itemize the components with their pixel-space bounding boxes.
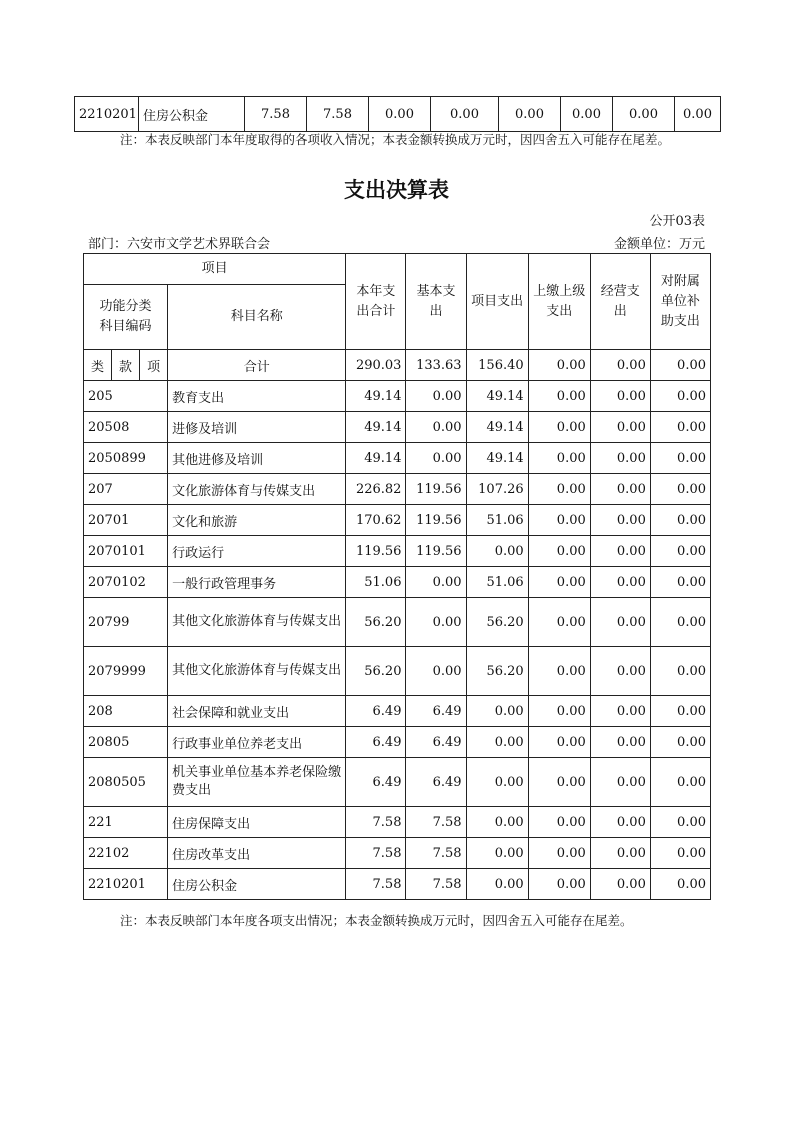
row-value: 49.14 xyxy=(466,381,528,412)
row-value: 0.00 xyxy=(528,412,590,443)
row-name: 其他文化旅游体育与传媒支出 xyxy=(168,598,346,647)
row-name: 住房公积金 xyxy=(139,97,245,132)
row-value: 0.00 xyxy=(406,567,466,598)
row-name: 行政运行 xyxy=(168,536,346,567)
row-code: 20805 xyxy=(84,727,168,758)
row-value: 7.58 xyxy=(406,807,466,838)
row-value: 7.58 xyxy=(346,807,406,838)
row-value: 0.00 xyxy=(590,381,650,412)
row-value: 56.20 xyxy=(466,598,528,647)
row-value: 0.00 xyxy=(466,696,528,727)
row-code: 208 xyxy=(84,696,168,727)
row-value: 0.00 xyxy=(650,647,710,696)
row-value: 0.00 xyxy=(528,758,590,807)
row-value: 51.06 xyxy=(346,567,406,598)
row-value: 0.00 xyxy=(528,598,590,647)
total-row xyxy=(84,350,711,381)
row-value: 0.00 xyxy=(590,807,650,838)
header-col: 本年支出合计 xyxy=(346,254,406,350)
row-name: 行政事业单位养老支出 xyxy=(168,727,346,758)
header-item: 项目 xyxy=(84,254,346,285)
row-code: 20701 xyxy=(84,505,168,536)
row-value: 0.00 xyxy=(528,869,590,900)
header-col: 经营支出 xyxy=(590,254,650,350)
header-row xyxy=(84,254,711,285)
row-value: 6.49 xyxy=(346,727,406,758)
row-value: 0.00 xyxy=(650,474,710,505)
row-value: 7.58 xyxy=(406,838,466,869)
row-name: 文化旅游体育与传媒支出 xyxy=(168,474,346,505)
table-row xyxy=(84,869,711,900)
row-value: 6.49 xyxy=(406,758,466,807)
row-value: 6.49 xyxy=(346,758,406,807)
row-value: 0.00 xyxy=(528,727,590,758)
row-code: 221 xyxy=(84,807,168,838)
row-value: 0.00 xyxy=(466,536,528,567)
row-value: 0.00 xyxy=(528,536,590,567)
row-value: 0.00 xyxy=(650,567,710,598)
row-code: 2050899 xyxy=(84,443,168,474)
header-col: 基本支出 xyxy=(406,254,466,350)
row-value: 0.00 xyxy=(406,647,466,696)
row-name: 机关事业单位基本养老保险缴费支出 xyxy=(168,758,346,807)
row-value: 0.00 xyxy=(590,838,650,869)
table-row xyxy=(84,536,711,567)
header-xiang: 项 xyxy=(140,350,168,381)
row-value: 0.00 xyxy=(590,412,650,443)
total-value: 156.40 xyxy=(466,350,528,381)
row-value: 7.58 xyxy=(346,838,406,869)
table-row xyxy=(84,443,711,474)
row-value: 0.00 xyxy=(590,536,650,567)
row-code: 207 xyxy=(84,474,168,505)
total-label: 合计 xyxy=(168,350,346,381)
row-value: 51.06 xyxy=(466,567,528,598)
row-value: 7.58 xyxy=(346,869,406,900)
row-value: 119.56 xyxy=(406,505,466,536)
row-value: 0.00 xyxy=(590,696,650,727)
row-name: 进修及培训 xyxy=(168,412,346,443)
table-row xyxy=(84,696,711,727)
row-value: 0.00 xyxy=(650,727,710,758)
table-row xyxy=(84,598,711,647)
table-row xyxy=(84,727,711,758)
row-value: 0.00 xyxy=(590,567,650,598)
row-value: 49.14 xyxy=(466,443,528,474)
table-row xyxy=(84,474,711,505)
row-value: 119.56 xyxy=(406,536,466,567)
row-value: 0.00 xyxy=(561,97,613,132)
row-value: 51.06 xyxy=(466,505,528,536)
row-value: 6.49 xyxy=(406,696,466,727)
page-title: 支出决算表 xyxy=(344,178,449,202)
table-row xyxy=(84,807,711,838)
row-name: 住房公积金 xyxy=(168,869,346,900)
total-value: 290.03 xyxy=(346,350,406,381)
row-name: 住房保障支出 xyxy=(168,807,346,838)
table-row xyxy=(84,567,711,598)
row-name: 住房改革支出 xyxy=(168,838,346,869)
row-name: 一般行政管理事务 xyxy=(168,567,346,598)
row-value: 0.00 xyxy=(590,443,650,474)
row-value: 0.00 xyxy=(528,838,590,869)
row-value: 0.00 xyxy=(528,567,590,598)
table-row xyxy=(84,412,711,443)
row-code: 2079999 xyxy=(84,647,168,696)
row-code: 22102 xyxy=(84,838,168,869)
income-table-row xyxy=(75,97,721,132)
row-value: 0.00 xyxy=(675,97,721,132)
table-row xyxy=(84,758,711,807)
row-value: 0.00 xyxy=(650,505,710,536)
row-code: 20799 xyxy=(84,598,168,647)
row-value: 0.00 xyxy=(406,412,466,443)
row-value: 0.00 xyxy=(650,696,710,727)
row-name: 教育支出 xyxy=(168,381,346,412)
row-value: 0.00 xyxy=(466,727,528,758)
form-code: 公开03表 xyxy=(649,214,705,229)
row-value: 49.14 xyxy=(346,381,406,412)
department-label: 部门：六安市文学艺术界联合会 xyxy=(88,237,271,252)
row-value: 0.00 xyxy=(650,381,710,412)
header-col: 项目支出 xyxy=(466,254,528,350)
row-name: 文化和旅游 xyxy=(168,505,346,536)
row-value: 56.20 xyxy=(466,647,528,696)
row-value: 0.00 xyxy=(528,647,590,696)
header-func-code: 功能分类科目编码 xyxy=(84,285,168,350)
row-value: 0.00 xyxy=(650,536,710,567)
income-table-note: 注：本表反映部门本年度取得的各项收入情况；本表金额转换成万元时，因四舍五入可能存在尾差。 xyxy=(120,132,671,147)
row-value: 0.00 xyxy=(590,647,650,696)
header-col: 对附属单位补助支出 xyxy=(650,254,710,350)
row-value: 0.00 xyxy=(466,869,528,900)
expenditure-table xyxy=(83,253,711,900)
row-value: 49.14 xyxy=(346,412,406,443)
row-value: 0.00 xyxy=(528,474,590,505)
row-value: 0.00 xyxy=(590,505,650,536)
row-name: 其他进修及培训 xyxy=(168,443,346,474)
row-value: 0.00 xyxy=(466,838,528,869)
row-value: 0.00 xyxy=(590,869,650,900)
row-value: 0.00 xyxy=(466,807,528,838)
expenditure-table-note: 注：本表反映部门本年度各项支出情况；本表金额转换成万元时，因四舍五入可能存在尾差。 xyxy=(120,913,633,928)
row-value: 119.56 xyxy=(346,536,406,567)
header-lei: 类 xyxy=(84,350,112,381)
row-value: 0.00 xyxy=(650,758,710,807)
row-value: 107.26 xyxy=(466,474,528,505)
row-value: 7.58 xyxy=(307,97,369,132)
row-value: 0.00 xyxy=(650,838,710,869)
row-code: 2070102 xyxy=(84,567,168,598)
total-value: 0.00 xyxy=(528,350,590,381)
row-value: 0.00 xyxy=(528,807,590,838)
row-value: 226.82 xyxy=(346,474,406,505)
row-value: 0.00 xyxy=(406,598,466,647)
table-row xyxy=(84,381,711,412)
total-value: 0.00 xyxy=(650,350,710,381)
row-value: 0.00 xyxy=(590,758,650,807)
row-value: 0.00 xyxy=(613,97,675,132)
row-value: 49.14 xyxy=(346,443,406,474)
row-value: 0.00 xyxy=(650,598,710,647)
row-value: 0.00 xyxy=(650,443,710,474)
amount-unit-label: 金额单位：万元 xyxy=(613,237,705,252)
row-code: 20508 xyxy=(84,412,168,443)
row-value: 0.00 xyxy=(431,97,499,132)
row-value: 56.20 xyxy=(346,647,406,696)
row-name: 其他文化旅游体育与传媒支出 xyxy=(168,647,346,696)
row-value: 6.49 xyxy=(406,727,466,758)
header-kuan: 款 xyxy=(112,350,140,381)
row-code: 2210201 xyxy=(75,97,139,132)
table-row xyxy=(84,838,711,869)
row-value: 0.00 xyxy=(590,727,650,758)
header-subject-name: 科目名称 xyxy=(168,285,346,350)
row-value: 49.14 xyxy=(466,412,528,443)
row-code: 2080505 xyxy=(84,758,168,807)
row-value: 0.00 xyxy=(528,696,590,727)
row-value: 0.00 xyxy=(406,381,466,412)
row-value: 0.00 xyxy=(590,598,650,647)
row-value: 0.00 xyxy=(369,97,431,132)
row-value: 0.00 xyxy=(650,869,710,900)
header-col: 上缴上级支出 xyxy=(528,254,590,350)
total-value: 0.00 xyxy=(590,350,650,381)
row-value: 0.00 xyxy=(528,505,590,536)
row-value: 56.20 xyxy=(346,598,406,647)
row-value: 7.58 xyxy=(245,97,307,132)
row-value: 0.00 xyxy=(466,758,528,807)
row-value: 0.00 xyxy=(406,443,466,474)
row-name: 社会保障和就业支出 xyxy=(168,696,346,727)
row-value: 0.00 xyxy=(650,412,710,443)
row-value: 0.00 xyxy=(499,97,561,132)
row-value: 170.62 xyxy=(346,505,406,536)
row-code: 2070101 xyxy=(84,536,168,567)
total-value: 133.63 xyxy=(406,350,466,381)
row-value: 0.00 xyxy=(650,807,710,838)
row-value: 0.00 xyxy=(590,474,650,505)
row-code: 2210201 xyxy=(84,869,168,900)
table-row xyxy=(84,647,711,696)
row-value: 7.58 xyxy=(406,869,466,900)
row-value: 6.49 xyxy=(346,696,406,727)
row-value: 0.00 xyxy=(528,443,590,474)
row-value: 119.56 xyxy=(406,474,466,505)
income-table-tail xyxy=(74,96,721,132)
row-code: 205 xyxy=(84,381,168,412)
row-value: 0.00 xyxy=(528,381,590,412)
table-row xyxy=(84,505,711,536)
